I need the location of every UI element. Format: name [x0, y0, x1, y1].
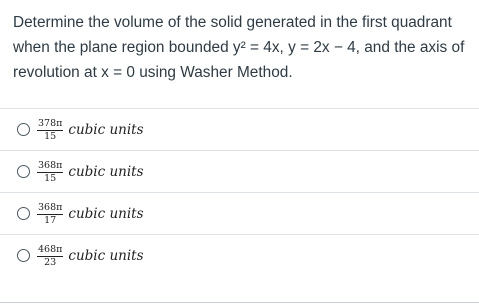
answer-fraction [37, 245, 63, 268]
answer-option-1[interactable] [0, 108, 479, 150]
fraction-numerator: 368π [38, 201, 63, 213]
card-bottom-border [0, 302, 479, 303]
fraction-denominator: 15 [44, 130, 57, 142]
answer-unit: cubic units [68, 122, 144, 138]
fraction-numerator: 368π [38, 159, 63, 171]
answer-fraction [37, 161, 63, 184]
fraction-denominator: 17 [44, 214, 57, 226]
answer-option-4[interactable] [0, 234, 479, 276]
answer-fraction [37, 203, 63, 226]
answer-list [0, 108, 479, 276]
answer-divider [0, 234, 479, 235]
fraction-denominator: 15 [44, 172, 57, 184]
fraction-numerator: 378π [38, 117, 63, 129]
fraction-denominator: 23 [44, 256, 57, 268]
radio-button-icon[interactable] [17, 249, 30, 262]
answer-unit: cubic units [68, 206, 144, 222]
radio-button-icon[interactable] [17, 207, 30, 220]
answer-unit: cubic units [68, 248, 144, 264]
radio-button-icon[interactable] [17, 165, 30, 178]
question-text: Determine the volume of the solid generated in the first quadrant when the plane region bounded y² = 4x, y = 2x − 4, and the axis of revolution at x = 0 using Washer Method. [13, 14, 465, 81]
answer-option-3[interactable] [0, 192, 479, 234]
fraction-numerator: 468π [38, 243, 63, 255]
answer-unit: cubic units [68, 164, 144, 180]
radio-button-icon[interactable] [17, 123, 30, 136]
answer-option-2[interactable] [0, 150, 479, 192]
answer-label [37, 243, 144, 269]
answer-fraction [37, 119, 63, 142]
answer-label [37, 117, 144, 143]
answer-divider [0, 150, 479, 151]
answer-label [37, 159, 144, 185]
answer-divider [0, 108, 479, 109]
answer-label [37, 201, 144, 227]
answer-divider [0, 192, 479, 193]
